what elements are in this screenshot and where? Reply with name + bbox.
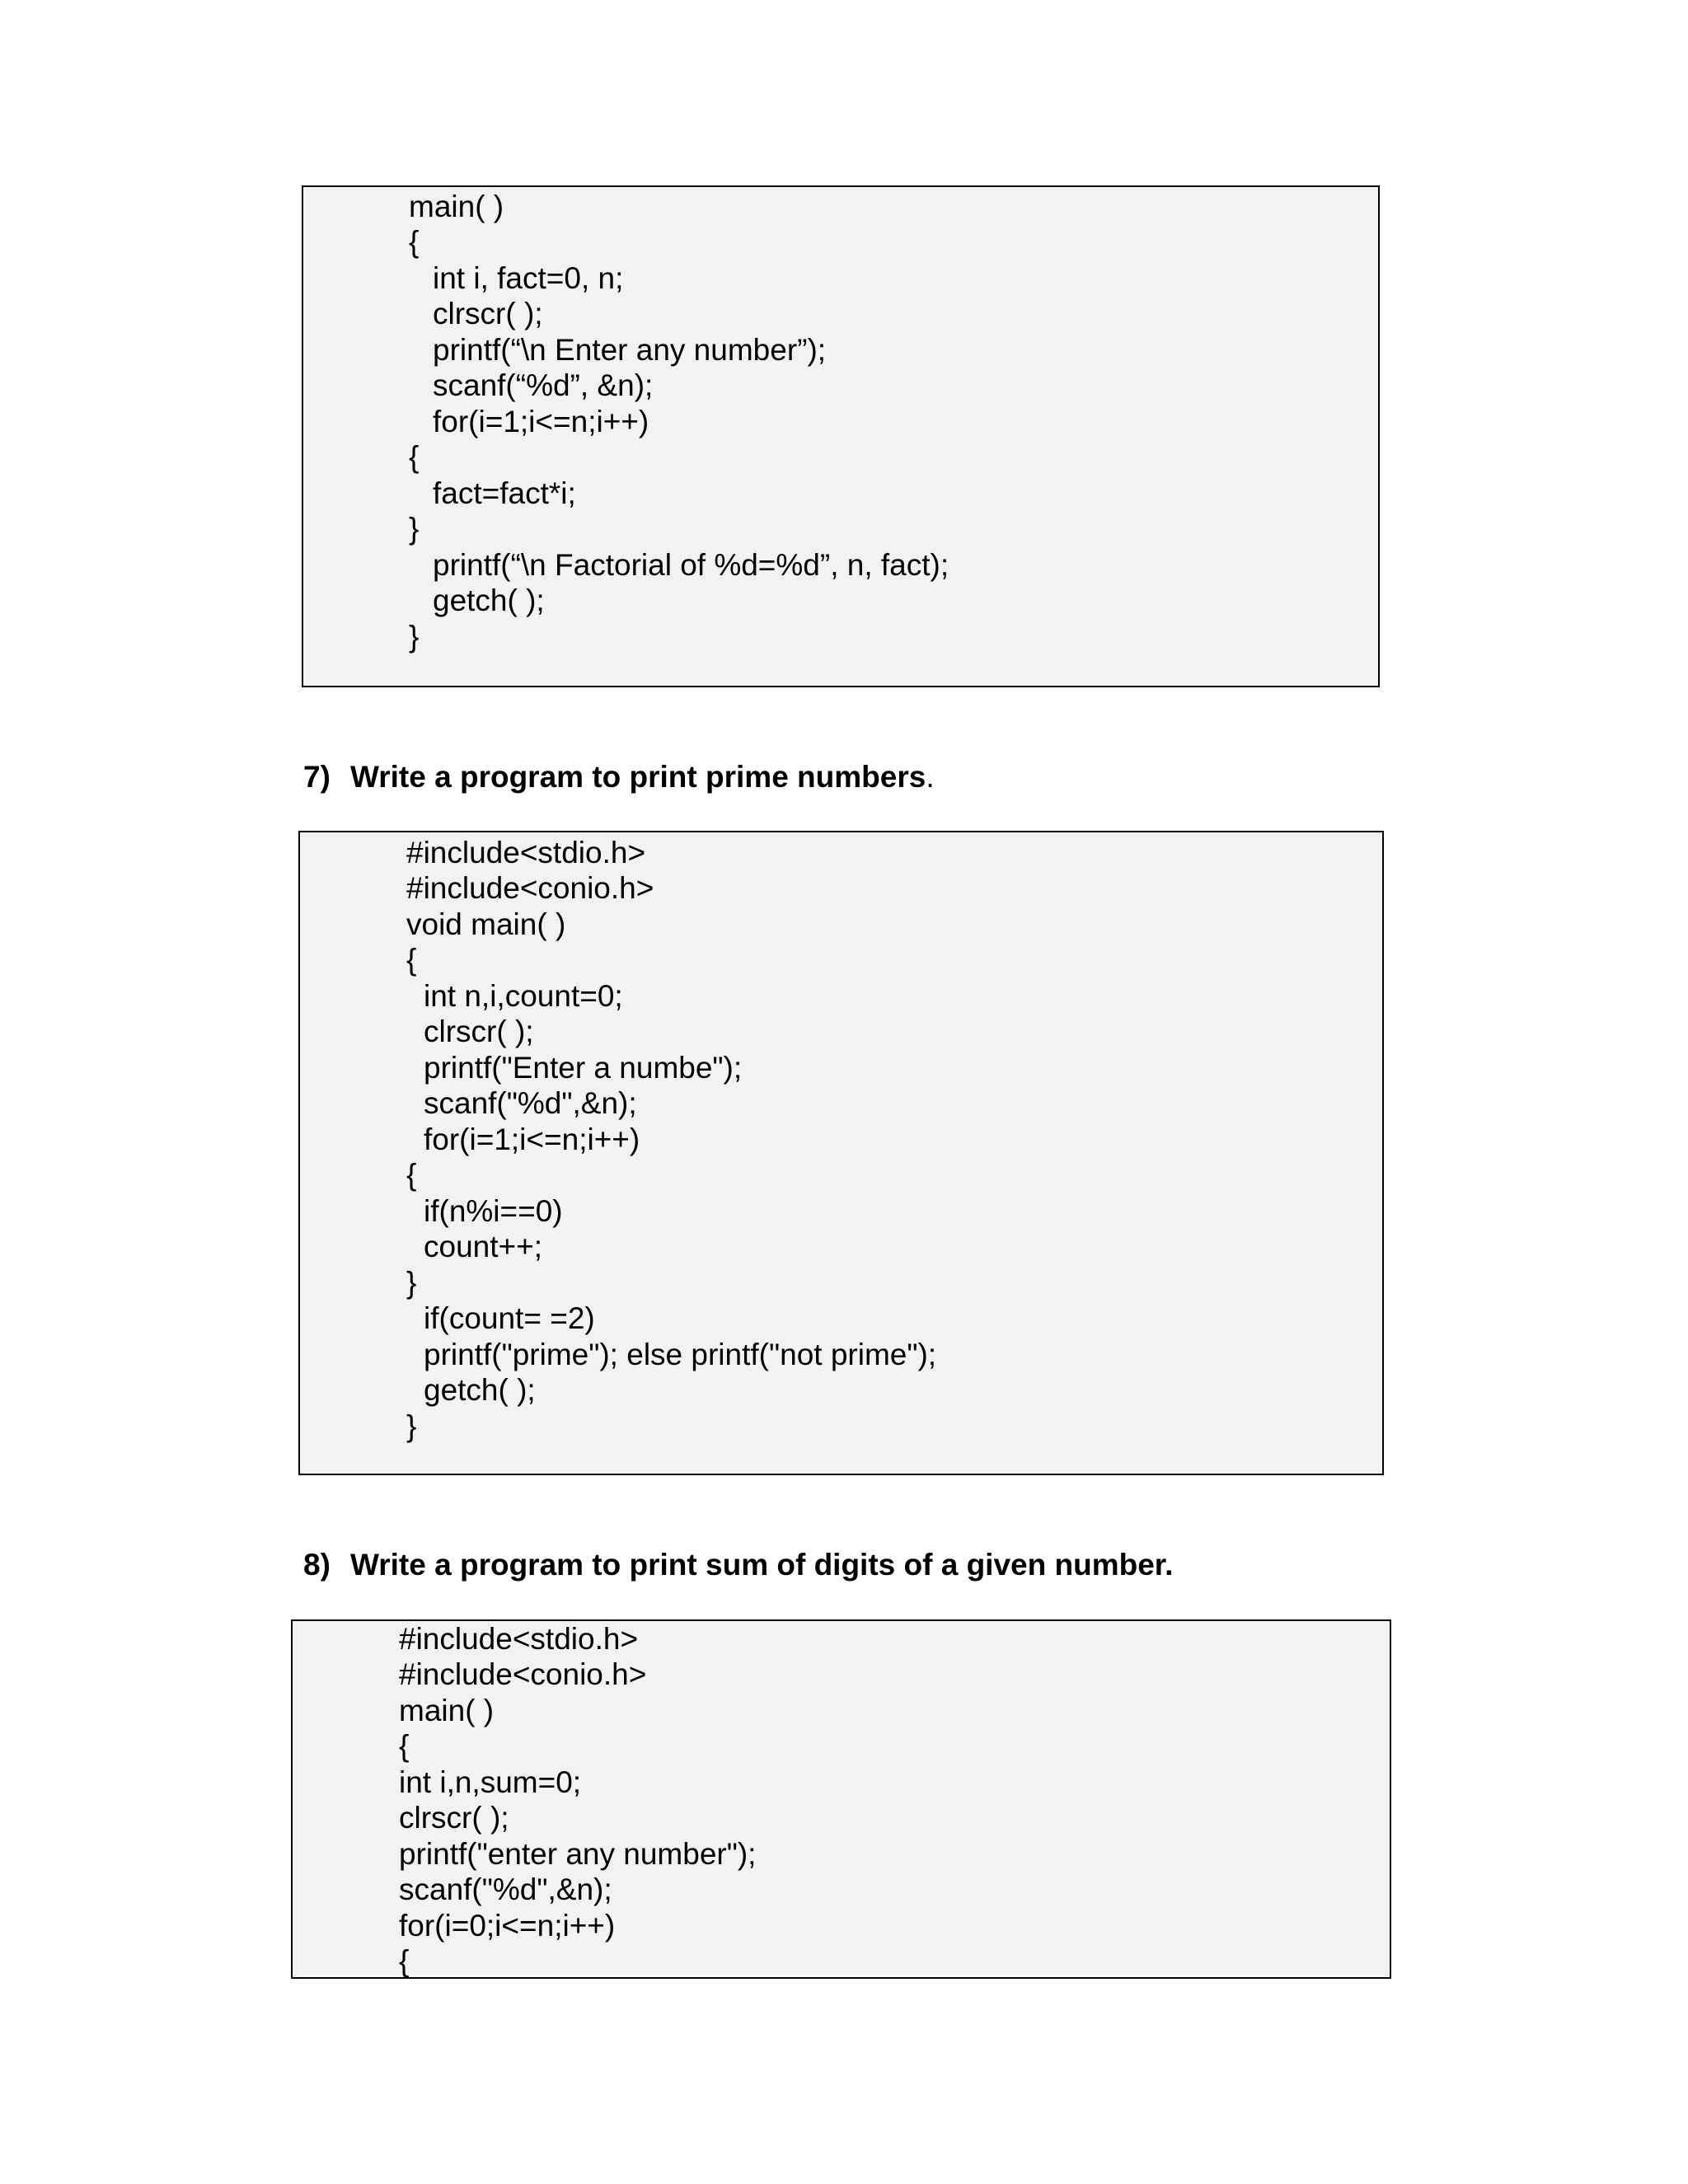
code-line: { bbox=[406, 1158, 417, 1192]
code-line: printf("enter any number"); bbox=[399, 1837, 757, 1871]
code-block-prime bbox=[298, 831, 1384, 1475]
code-line: for(i=1;i<=n;i++) bbox=[433, 405, 649, 438]
code-line: fact=fact*i; bbox=[433, 476, 576, 510]
code-line: { bbox=[406, 943, 417, 977]
code-line: { bbox=[399, 1944, 410, 1978]
code-line: printf("Enter a numbe"); bbox=[424, 1051, 743, 1085]
code-line: } bbox=[409, 620, 420, 654]
code-line: { bbox=[399, 1729, 410, 1763]
question-number: 8) bbox=[303, 1548, 331, 1582]
code-line: { bbox=[409, 440, 420, 474]
code-line: #include<conio.h> bbox=[399, 1657, 647, 1691]
question-text: Write a program to print prime numbers bbox=[350, 760, 926, 794]
code-line: clrscr( ); bbox=[424, 1015, 534, 1048]
code-line: getch( ); bbox=[424, 1373, 536, 1407]
code-line: } bbox=[406, 1266, 417, 1300]
code-line: for(i=0;i<=n;i++) bbox=[399, 1909, 616, 1943]
question-8-heading bbox=[303, 1547, 1173, 1583]
code-line: #include<stdio.h> bbox=[399, 1622, 639, 1656]
code-line: printf(“\n Enter any number”); bbox=[433, 333, 827, 367]
code-line: } bbox=[406, 1409, 417, 1443]
code-block-sum-of-digits bbox=[291, 1619, 1391, 1979]
code-line: scanf("%d",&n); bbox=[399, 1872, 612, 1906]
code-line: main( ) bbox=[399, 1694, 495, 1727]
code-line: count++; bbox=[424, 1230, 543, 1263]
code-line: { bbox=[409, 225, 420, 259]
code-line: for(i=1;i<=n;i++) bbox=[424, 1122, 640, 1156]
code-block-factorial bbox=[302, 185, 1380, 687]
question-7-heading bbox=[303, 759, 935, 795]
code-line: scanf("%d",&n); bbox=[424, 1086, 637, 1120]
code-line: main( ) bbox=[409, 190, 504, 223]
code-line: int n,i,count=0; bbox=[424, 979, 623, 1013]
code-line: clrscr( ); bbox=[399, 1801, 509, 1835]
code-line: #include<conio.h> bbox=[406, 871, 654, 905]
code-line: if(n%i==0) bbox=[424, 1194, 563, 1228]
question-text: Write a program to print sum of digits of a given number. bbox=[350, 1548, 1174, 1582]
question-number: 7) bbox=[303, 760, 331, 794]
code-line: printf("prime"); else printf("not prime"); bbox=[424, 1338, 937, 1371]
code-line: scanf(“%d”, &n); bbox=[433, 368, 654, 402]
question-trailing-punctuation: . bbox=[926, 760, 935, 794]
code-line: } bbox=[409, 512, 420, 546]
code-line: int i, fact=0, n; bbox=[433, 261, 624, 295]
code-line: if(count= =2) bbox=[424, 1301, 595, 1335]
code-line: printf(“\n Factorial of %d=%d”, n, fact); bbox=[433, 548, 950, 582]
code-line: int i,n,sum=0; bbox=[399, 1765, 582, 1799]
code-line: getch( ); bbox=[433, 583, 545, 617]
code-line: void main( ) bbox=[406, 907, 566, 941]
code-line: clrscr( ); bbox=[433, 297, 543, 330]
code-line: #include<stdio.h> bbox=[406, 836, 646, 869]
